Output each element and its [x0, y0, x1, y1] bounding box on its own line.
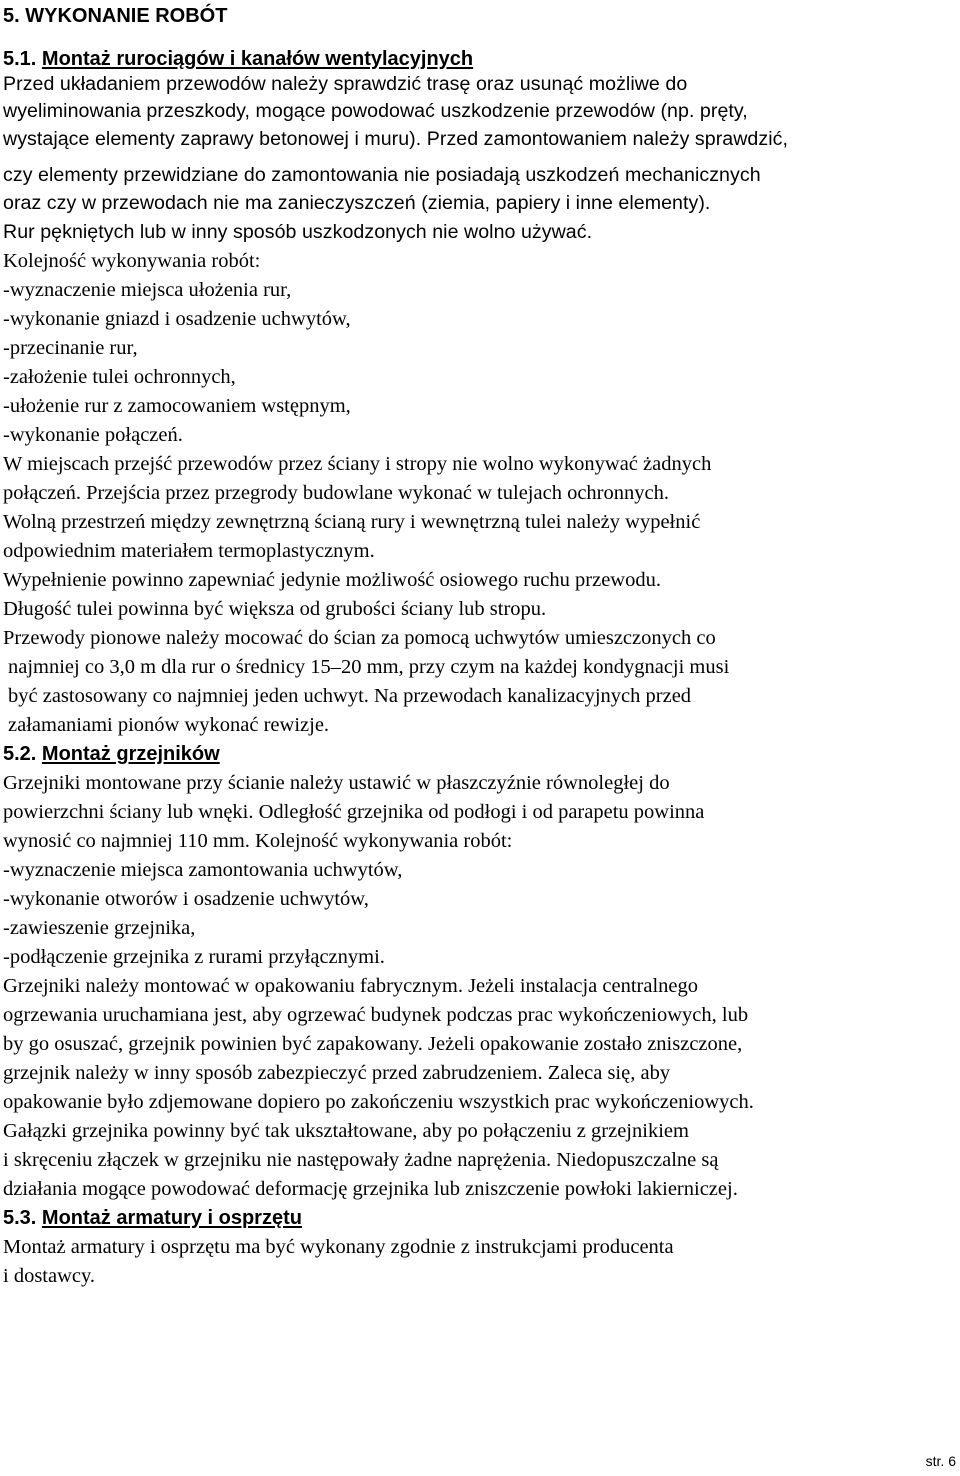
list-item: -ułożenie rur z zamocowaniem wstępnym,: [3, 395, 351, 417]
list-item: -podłączenie grzejnika z rurami przyłącznymi.: [3, 946, 385, 968]
text-line: ogrzewania uruchamiana jest, aby ogrzewać budynek podczas prac wykończeniowych, lub: [3, 1004, 749, 1026]
text-line: powierzchni ściany lub wnęki. Odległość grzejnika od podłogi i od parapetu powinna: [3, 801, 705, 823]
text-line: połączeń. Przejścia przez przegrody budowlane wykonać w tulejach ochronnych.: [3, 482, 669, 504]
text-line: Rur pękniętych lub w inny sposób uszkodzonych nie wolno używać.: [3, 221, 593, 243]
section-heading: [3, 4, 227, 28]
list-item: -wykonanie otworów i osadzenie uchwytów,: [3, 888, 369, 910]
list-item: -zawieszenie grzejnika,: [3, 917, 196, 939]
subsection-title: Montaż rurociągów i kanałów wentylacyjnych: [41, 48, 474, 70]
text-line: oraz czy w przewodach nie ma zanieczyszczeń (ziemia, papiery i inne elementy).: [3, 192, 711, 214]
text-line: załamaniami pionów wykonać rewizje.: [8, 714, 330, 736]
list-item: -przecinanie rur,: [3, 337, 138, 359]
text-line: Przewody pionowe należy mocować do ścian za pomocą uchwytów umieszczonych co: [3, 627, 716, 649]
section-title: 5. WYKONANIE ROBÓT: [3, 5, 228, 27]
text-line: Grzejniki należy montować w opakowaniu fabrycznym. Jeżeli instalacja centralnego: [3, 975, 699, 997]
text-line: Wypełnienie powinno zapewniać jedynie możliwość osiowego ruchu przewodu.: [3, 569, 661, 591]
text-line: Montaż armatury i osprzętu ma być wykonany zgodnie z instrukcjami producenta: [3, 1236, 674, 1258]
list-item: -wykonanie gniazd i osadzenie uchwytów,: [3, 308, 351, 330]
text-line: być zastosowany co najmniej jeden uchwyt. Na przewodach kanalizacyjnych przed: [8, 685, 692, 707]
text-line: czy elementy przewidziane do zamontowania nie posiadają uszkodzeń mechanicznych: [3, 164, 761, 186]
subsection-heading-5-3: [3, 1206, 302, 1230]
text-line: Przed układaniem przewodów należy sprawdzić trasę oraz usunąć możliwe do: [3, 73, 688, 95]
subsection-number: 5.1.: [3, 48, 37, 70]
text-line: wyeliminowania przeszkody, mogące powodować uszkodzenie przewodów (np. pręty,: [3, 100, 748, 122]
text-line: wystające elementy zaprawy betonowej i muru). Przed zamontowaniem należy sprawdzić,: [3, 128, 788, 150]
page-number: str. 6: [925, 1453, 956, 1469]
subsection-number: 5.2.: [3, 743, 37, 765]
text-line: najmniej co 3,0 m dla rur o średnicy 15–20 mm, przy czym na każdej kondygnacji musi: [8, 656, 730, 678]
text-line: by go osuszać, grzejnik powinien być zapakowany. Jeżeli opakowanie zostało zniszczone,: [3, 1033, 743, 1055]
text-line: wynosić co najmniej 110 mm. Kolejność wykonywania robót:: [3, 830, 513, 852]
text-line: Długość tulei powinna być większa od grubości ściany lub stropu.: [3, 598, 547, 620]
subsection-title: Montaż armatury i osprzętu: [41, 1207, 302, 1229]
list-item: -wykonanie połączeń.: [3, 424, 183, 446]
text-line: opakowanie było zdjemowane dopiero po zakończeniu wszystkich prac wykończeniowych.: [3, 1091, 754, 1113]
text-line: działania mogące powodować deformację grzejnika lub zniszczenie powłoki lakierniczej.: [3, 1178, 738, 1200]
text-line: i skręceniu złączek w grzejniku nie następowały żadne naprężenia. Niedopuszczalne są: [3, 1149, 719, 1171]
text-line: grzejnik należy w inny sposób zabezpieczyć przed zabrudzeniem. Zaleca się, aby: [3, 1062, 671, 1084]
text-line: W miejscach przejść przewodów przez ściany i stropy nie wolno wykonywać żadnych: [3, 453, 712, 475]
text-line: Grzejniki montowane przy ścianie należy ustawić w płaszczyźnie równoległej do: [3, 772, 670, 794]
subsection-heading-5-2: [3, 742, 220, 766]
list-item: -wyznaczenie miejsca zamontowania uchwytów,: [3, 859, 403, 881]
subsection-title: Montaż grzejników: [41, 743, 220, 765]
text-line: Gałązki grzejnika powinny być tak ukształtowane, aby po połączeniu z grzejnikiem: [3, 1120, 689, 1142]
subsection-heading-5-1: [3, 47, 473, 71]
list-item: -wyznaczenie miejsca ułożenia rur,: [3, 279, 292, 301]
text-line: i dostawcy.: [3, 1265, 96, 1287]
text-line: Wolną przestrzeń między zewnętrzną ścianą rury i wewnętrzną tulei należy wypełnić: [3, 511, 701, 533]
subsection-number: 5.3.: [3, 1207, 37, 1229]
text-line: odpowiednim materiałem termoplastycznym.: [3, 540, 375, 562]
text-line: Kolejność wykonywania robót:: [3, 250, 261, 272]
list-item: -założenie tulei ochronnych,: [3, 366, 236, 388]
